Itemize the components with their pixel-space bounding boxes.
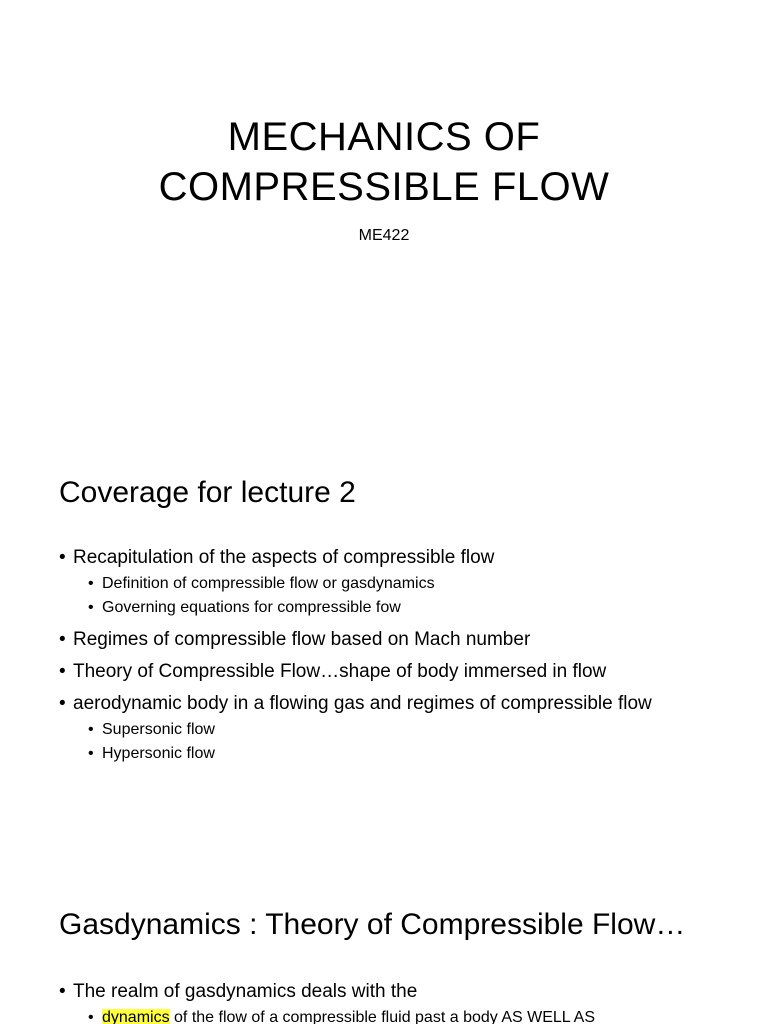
- sub-bullet-list: [73, 718, 748, 766]
- sub-bullet-list: [73, 1006, 748, 1024]
- slide-title: [0, 112, 768, 212]
- highlighted-word: dynamics: [102, 1009, 170, 1024]
- gasdynamics-bullet-list: [59, 980, 748, 1024]
- bullet-item: [59, 692, 748, 766]
- slide-title-line-1: MECHANICS OF: [227, 115, 541, 159]
- bullet-text: aerodynamic body in a flowing gas and regimes of compressible flow: [73, 693, 652, 714]
- sub-bullet-item: • Supersonic flow: [88, 718, 748, 742]
- sub-bullet-item: [88, 1006, 748, 1024]
- bullet-text: Regimes of compressible flow based on Mach number: [73, 629, 531, 650]
- coverage-heading: Coverage for lecture 2: [59, 476, 356, 509]
- bullet-text: Theory of Compressible Flow…shape of body immersed in flow: [73, 661, 607, 682]
- bullet-text: The realm of gasdynamics deals with the: [73, 981, 418, 1002]
- slide-subtitle: ME422: [358, 227, 410, 244]
- bullet-item: [59, 628, 748, 652]
- bullet-item: [59, 660, 748, 684]
- sub-bullet-text: of the flow of a compressible fluid past a body AS WELL AS: [169, 1009, 595, 1024]
- sub-bullet-item: • Governing equations for compressible fow: [88, 596, 748, 620]
- slide-title-line-2: COMPRESSIBLE FLOW: [158, 165, 610, 209]
- bullet-item: [59, 546, 748, 620]
- bullet-text: Recapitulation of the aspects of compressible flow: [73, 547, 495, 568]
- bullet-item: [59, 980, 748, 1024]
- coverage-bullet-list: [59, 546, 748, 766]
- sub-bullet-item: • Hypersonic flow: [88, 742, 748, 766]
- sub-bullet-list: [73, 572, 748, 620]
- gasdynamics-slide: [0, 864, 768, 1024]
- coverage-slide: [0, 432, 768, 864]
- sub-bullet-item: • Definition of compressible flow or gasdynamics: [88, 572, 748, 596]
- gasdynamics-heading: Gasdynamics : Theory of Compressible Flow…: [59, 908, 686, 941]
- title-slide: [0, 0, 768, 432]
